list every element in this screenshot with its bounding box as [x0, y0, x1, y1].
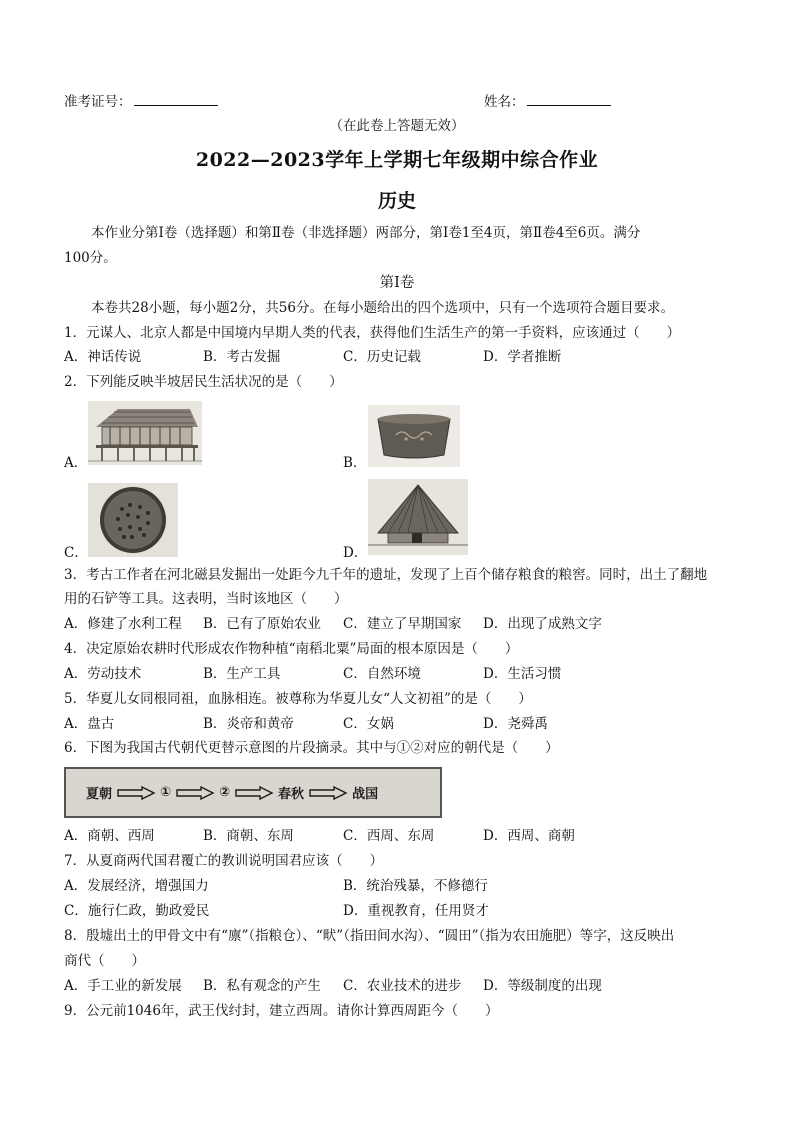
question-1-option-a[interactable]: A．神话传说 — [64, 349, 142, 365]
question-9-stem: 9．公元前1046年，武王伐纣封，建立西周。请你计算西周距今（ ） — [64, 1003, 499, 1019]
question-6-stem: 6．下图为我国古代朝代更替示意图的片段摘录。其中与①②对应的朝代是（ ） — [64, 740, 559, 756]
intro-line-1: 本作业分第Ⅰ卷（选择题）和第Ⅱ卷（非选择题）两部分，第Ⅰ卷1至4页，第Ⅱ卷4至6页。满分 — [91, 225, 641, 241]
question-3-option-c[interactable]: C．建立了早期国家 — [343, 616, 462, 632]
question-5-option-b[interactable]: B．炎帝和黄帝 — [203, 716, 294, 732]
question-3-stem-line-1: 3．考古工作者在河北磁县发掘出一处距今九千年的遗址，发现了上百个储存粮食的粮窖。同时，出土了翻地 — [64, 567, 708, 583]
diagram-step-zhanguo: 战国 — [352, 787, 379, 802]
exam-id-blank[interactable] — [134, 91, 218, 106]
question-7-stem: 7．从夏商两代国君覆亡的教训说明国君应该（ ） — [64, 853, 384, 869]
question-8-option-b[interactable]: B．私有观念的产生 — [203, 978, 321, 994]
pottery-basin-image[interactable] — [368, 405, 460, 467]
page-title: 2022—2023学年上学期七年级期中综合作业 — [195, 149, 599, 171]
exam-id-label: 准考证号： — [64, 94, 132, 110]
question-7-option-c[interactable]: C．施行仁政，勤政爱民 — [64, 903, 210, 919]
question-1-option-c[interactable]: C．历史记载 — [343, 349, 421, 365]
question-2-option-b[interactable]: B． — [343, 455, 367, 471]
question-3-option-b[interactable]: B．已有了原始农业 — [203, 616, 321, 632]
question-2-option-d[interactable]: D． — [343, 545, 368, 561]
diagram-step-1: ① — [160, 785, 172, 800]
round-pottery-image[interactable] — [88, 483, 178, 557]
question-5-option-c[interactable]: C．女娲 — [343, 716, 394, 732]
question-3-stem-line-2: 用的石铲等工具。这表明，当时该地区（ ） — [64, 591, 348, 607]
question-3-option-d[interactable]: D．出现了成熟文字 — [483, 616, 602, 632]
question-1-option-d[interactable]: D．学者推断 — [483, 349, 562, 365]
subject-title: 历史 — [377, 190, 416, 212]
question-4-stem: 4．决定原始农耕时代形成农作物种植“南稻北粟”局面的根本原因是（ ） — [64, 641, 519, 657]
stilt-house-image[interactable] — [88, 401, 202, 465]
question-1-option-b[interactable]: B．考古发掘 — [203, 349, 281, 365]
question-4-option-b[interactable]: B．生产工具 — [203, 666, 281, 682]
question-4-option-d[interactable]: D．生活习惯 — [483, 666, 562, 682]
question-3-option-a[interactable]: A．修建了水利工程 — [64, 616, 182, 632]
diagram-step-2: ② — [219, 785, 231, 800]
name-field — [484, 91, 611, 111]
question-8-option-d[interactable]: D．等级制度的出现 — [483, 978, 602, 994]
question-5-option-a[interactable]: A．盘古 — [64, 716, 115, 732]
question-7-option-b[interactable]: B．统治残暴，不修德行 — [343, 878, 488, 894]
question-6-option-b[interactable]: B．商朝、东周 — [203, 828, 294, 844]
question-7-option-d[interactable]: D．重视教育，任用贤才 — [343, 903, 489, 919]
question-8-option-a[interactable]: A．手工业的新发展 — [64, 978, 182, 994]
thatched-hut-image[interactable] — [368, 479, 468, 555]
name-label: 姓名： — [484, 94, 525, 110]
question-5-stem: 5．华夏儿女同根同祖，血脉相连。被尊称为华夏儿女“人文初祖”的是（ ） — [64, 691, 532, 707]
arrow-right-icon — [175, 786, 215, 800]
arrow-right-icon — [308, 786, 348, 800]
arrow-right-icon — [234, 786, 274, 800]
diagram-step-chunqiu: 春秋 — [278, 787, 305, 802]
question-8-option-c[interactable]: C．农业技术的进步 — [343, 978, 462, 994]
dynasty-sequence-diagram — [64, 767, 442, 818]
exam-id-field — [64, 91, 218, 111]
section-title: 第Ⅰ卷 — [379, 275, 415, 291]
notice: （在此卷上答题无效） — [329, 118, 465, 134]
question-4-option-a[interactable]: A．劳动技术 — [64, 666, 142, 682]
arrow-right-icon — [116, 786, 156, 800]
question-7-option-a[interactable]: A．发展经济，增强国力 — [64, 878, 209, 894]
question-2-option-a[interactable]: A． — [64, 455, 88, 471]
question-6-option-d[interactable]: D．西周、商朝 — [483, 828, 575, 844]
question-6-option-a[interactable]: A．商朝、西周 — [64, 828, 155, 844]
question-8-stem-line-1: 8．殷墟出土的甲骨文中有“廪”（指粮仓）、“畎”（指田间水沟）、“圆田”（指为农田施肥）等字，这反映出 — [64, 928, 675, 944]
name-blank[interactable] — [527, 91, 611, 106]
question-2-stem: 2．下列能反映半坡居民生活状况的是（ ） — [64, 374, 343, 390]
question-8-stem-line-2: 商代（ ） — [64, 953, 145, 969]
question-1-stem: 1．元谋人、北京人都是中国境内早期人类的代表，获得他们生活生产的第一手资料，应该通过（ ） — [64, 325, 681, 341]
section-instructions: 本卷共28小题，每小题2分，共56分。在每小题给出的四个选项中，只有一个选项符合题目要求。 — [91, 300, 674, 316]
question-2-option-c[interactable]: C． — [64, 545, 88, 561]
question-6-option-c[interactable]: C．西周、东周 — [343, 828, 435, 844]
question-4-option-c[interactable]: C．自然环境 — [343, 666, 421, 682]
intro-line-2: 100分。 — [64, 250, 117, 266]
question-5-option-d[interactable]: D．尧舜禹 — [483, 716, 548, 732]
diagram-step-xia: 夏朝 — [86, 787, 113, 802]
